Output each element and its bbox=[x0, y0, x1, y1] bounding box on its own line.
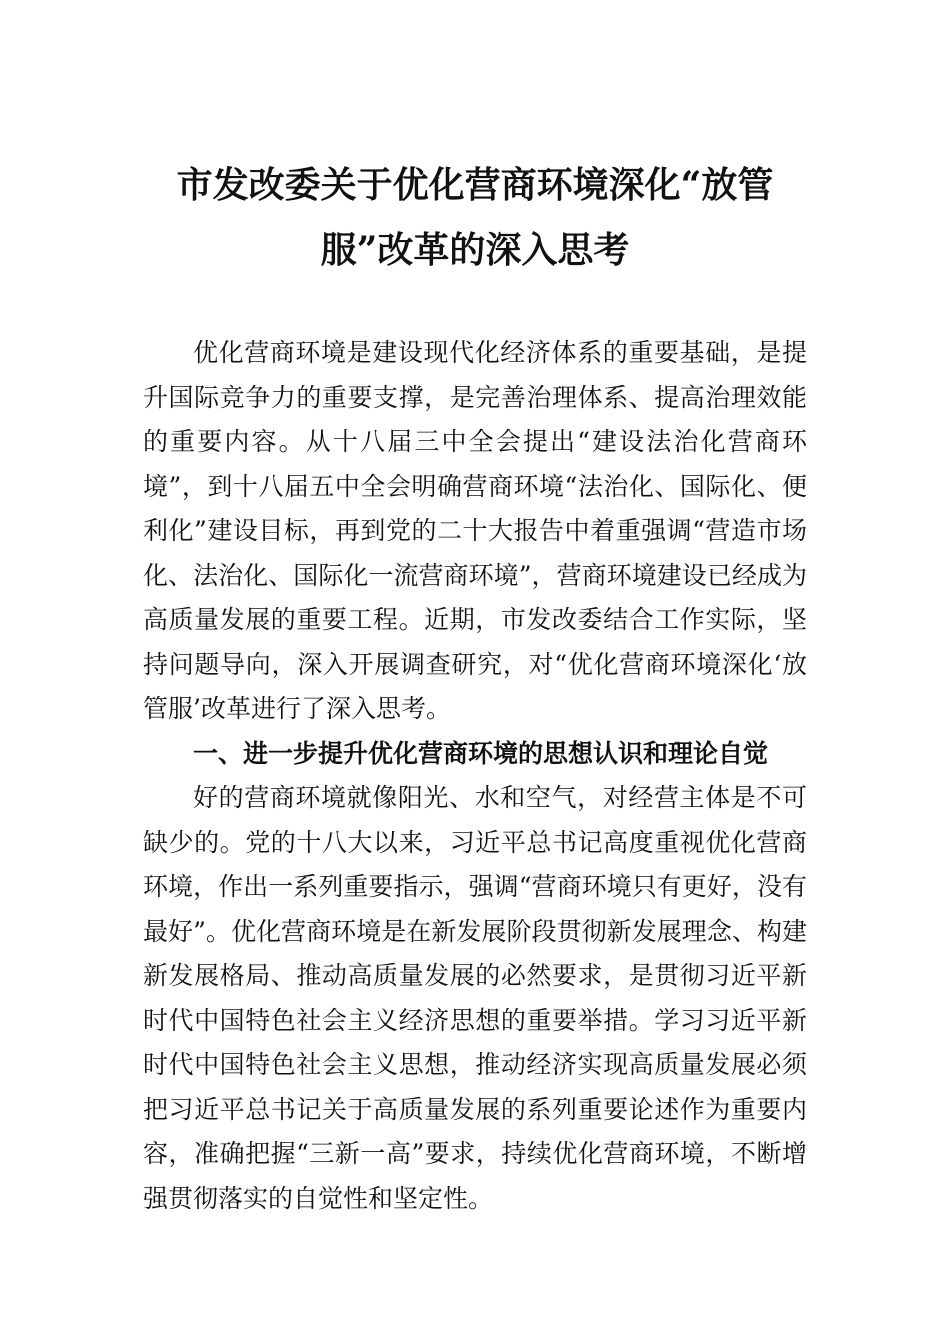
section-heading-1: 一、进一步提升优化营商环境的思想认识和理论自觉 bbox=[193, 739, 769, 768]
body-paragraph-2: 好的营商环境就像阳光、水和空气，对经营主体是不可缺少的。党的十八大以来，习近平总书记高度重视优化营商环境，作出一系列重要指示，强调“营商环境只有更好，没有最好”。优化营商环境是在新发展阶段贯彻新发展理念、构建新发展格局、推动高质量发展的必然要求，是贯彻习近平新时代中国特色社会主义经济思想的重要举措。学习习近平新时代中国特色社会主义思想，推动经济实现高质量发展必须把习近平总书记关于高质量发展的系列重要论述作为重要内容，准确把握“三新一高”要求，持续优化营商环境，不断增强贯彻落实的自觉性和坚定性。 bbox=[143, 783, 807, 1213]
document-title-line-1: 市发改委关于优化营商环境深化“放管 bbox=[176, 164, 774, 206]
body-paragraph-1: 优化营商环境是建设现代化经济体系的重要基础，是提升国际竞争力的重要支撑，是完善治理体系、提高治理效能的重要内容。从十八届三中全会提出“建设法治化营商环境”，到十八届五中全会明确营商环境“法治化、国际化、便利化”建设目标，再到党的二十大报告中着重强调“营造市场化、法治化、国际化一流营商环境”，营商环境建设已经成为高质量发展的重要工程。近期，市发改委结合工作实际，坚持问题导向，深入开展调查研究，对“优化营商环境深化‘放管服’改革进行了深入思考。 bbox=[143, 338, 807, 723]
document-title-line-2: 服”改革的深入思考 bbox=[320, 229, 630, 271]
